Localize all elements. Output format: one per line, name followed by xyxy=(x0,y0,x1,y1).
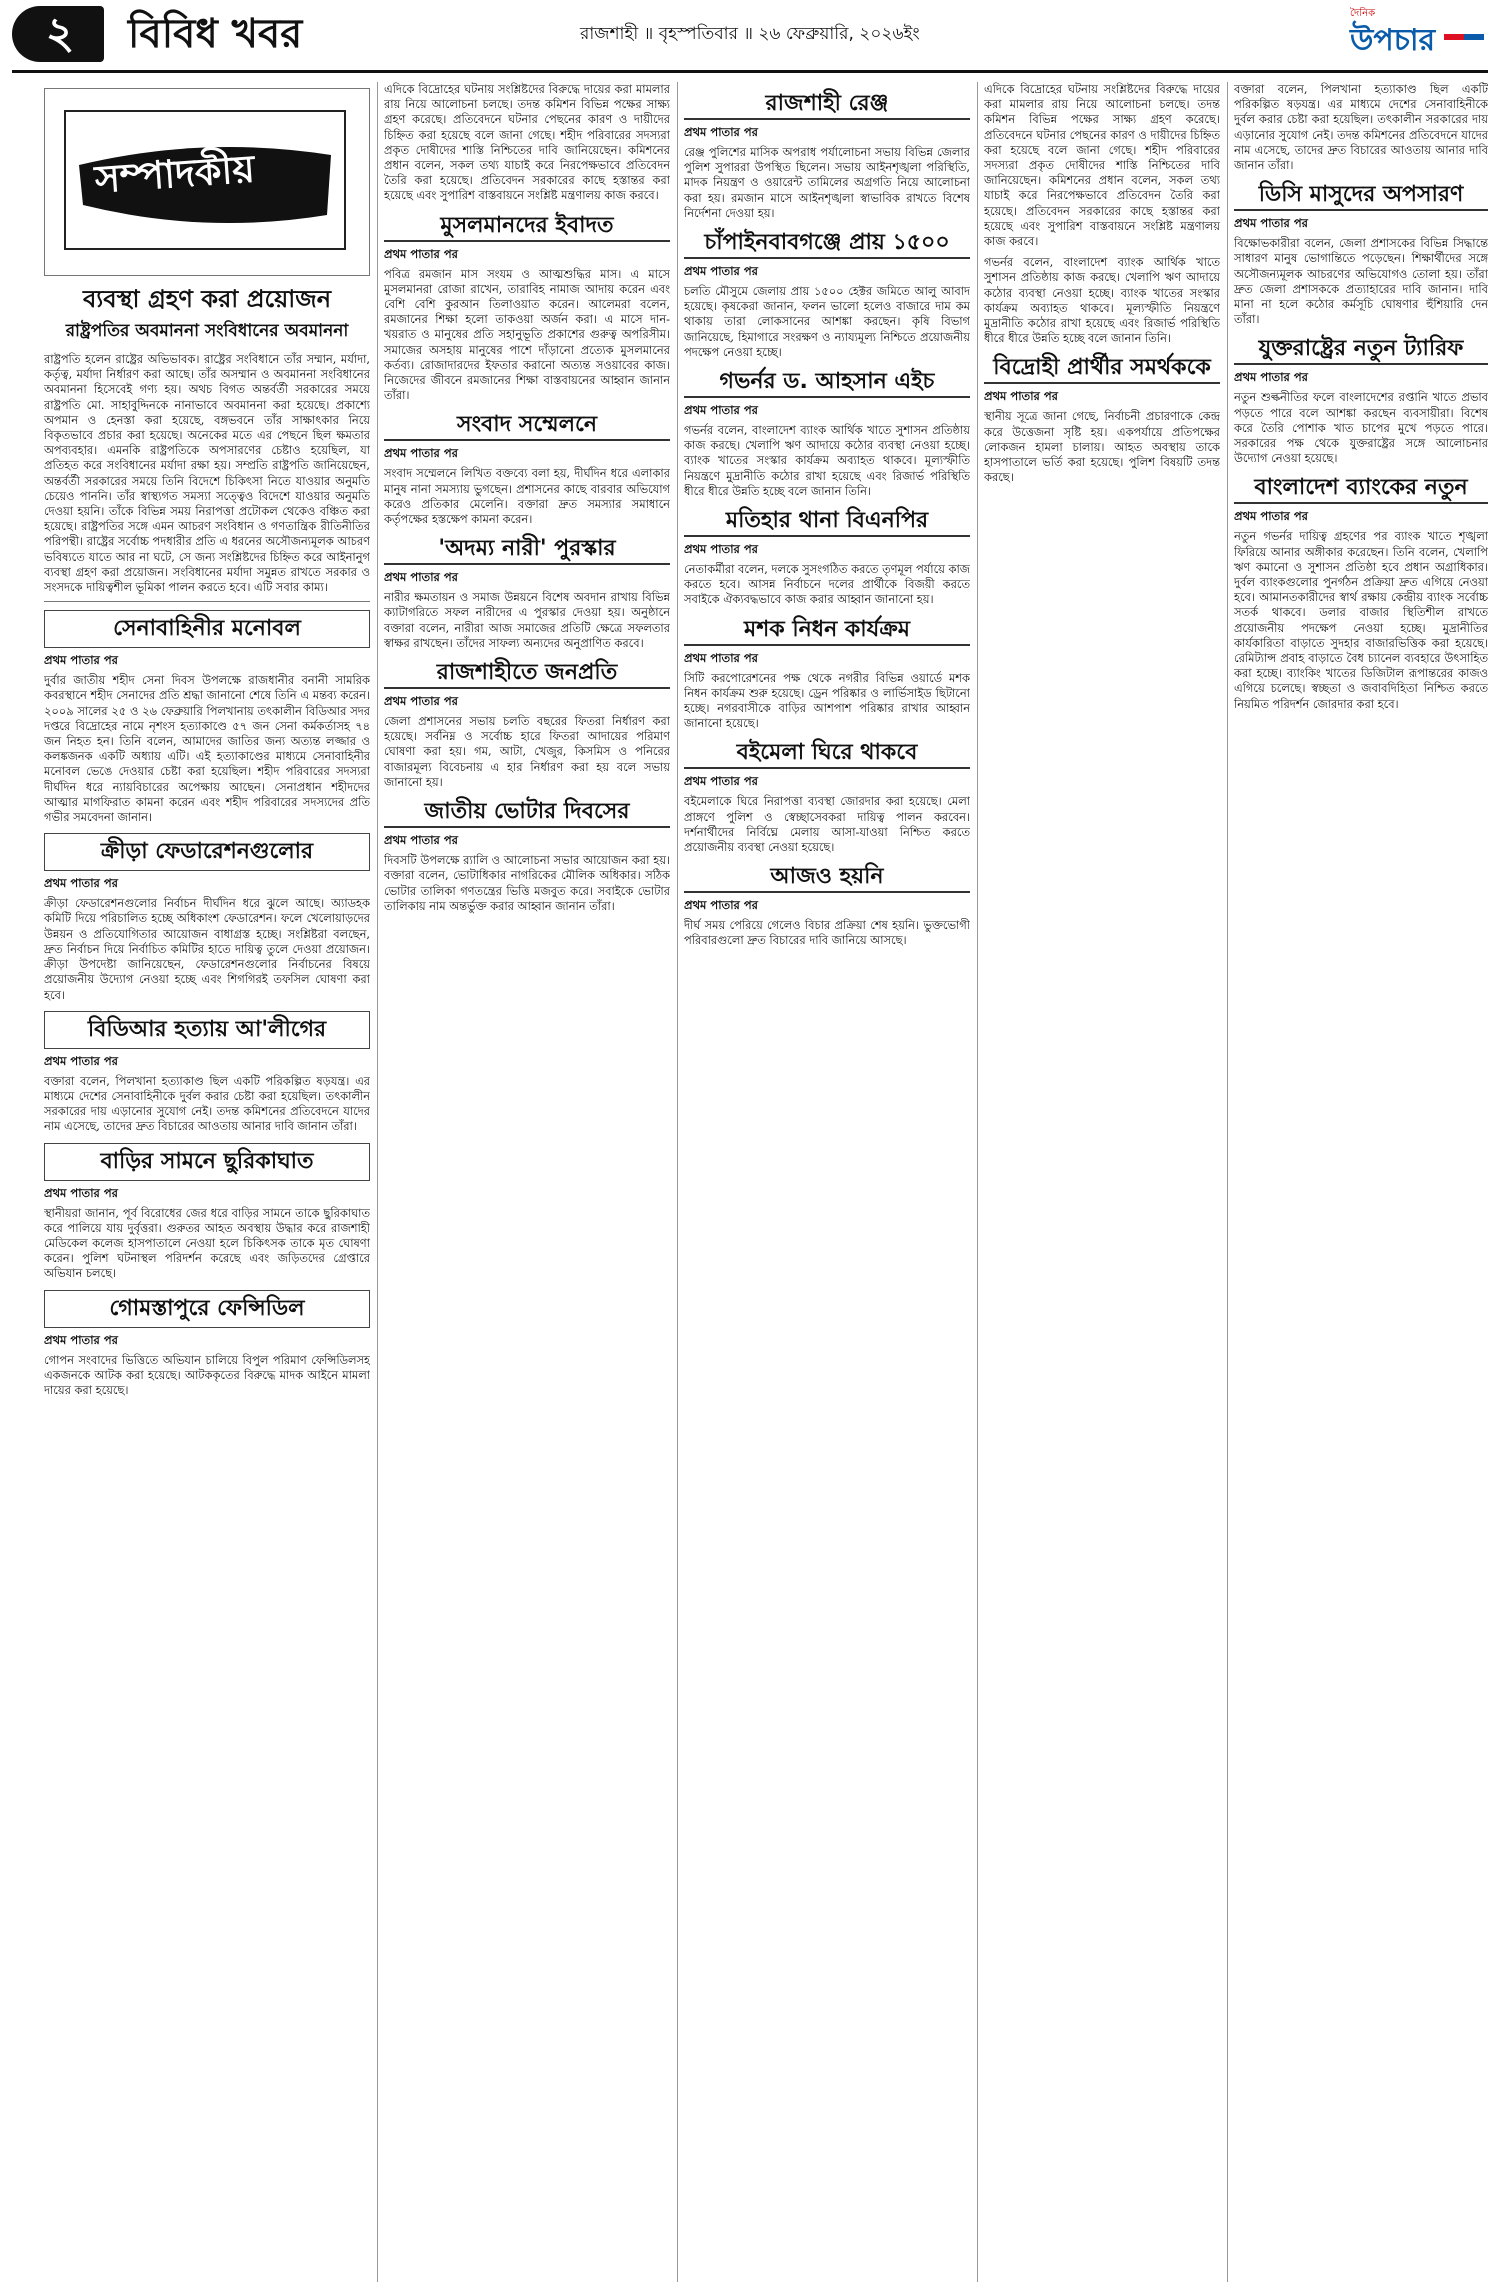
article-body: ক্রীড়া ফেডারেশনগুলোর নির্বাচন দীর্ঘদিন ধরে ঝুলে আছে। অ্যাডহক কমিটি দিয়ে পরিচালিত হচ্ছে অধিকাংশ ফেডারেশন। ফলে খেলোয়াড়দের উন্নয়ন ও প্রতিযোগিতার আয়োজন বাধাগ্রস্ত হচ্ছে। সংশ্লিষ্টরা বলছেন, দ্রুত নির্বাচন দিয়ে নির্বাচিত কমিটির হাতে দায়িত্ব তুলে দেওয়া প্রয়োজন। ক্রীড়া উপদেষ্টা জানিয়েছেন, ফেডারেশনগুলোর নির্বাচনের বিষয়ে প্রয়োজনীয় উদ্যোগ নেওয়া হচ্ছে এবং শিগগিরই তফসিল ঘোষণা করা হবে। xyxy=(44,896,370,1002)
article-body: গভর্নর বলেন, বাংলাদেশ ব্যাংক আর্থিক খাতে সুশাসন প্রতিষ্ঠায় কাজ করছে। খেলাপি ঋণ আদায়ে কঠোর ব্যবস্থা নেওয়া হচ্ছে। ব্যাংক খাতের সংস্কার কার্যক্রম অব্যাহত থাকবে। মূল্যস্ফীতি নিয়ন্ত্রণে মুদ্রানীতি কঠোর রাখা হয়েছে এবং রিজার্ভ পরিস্থিতি ধীরে ধীরে উন্নতি হচ্ছে বলে জানান তিনি। xyxy=(684,423,970,498)
article-body: রেঞ্জ পুলিশের মাসিক অপরাধ পর্যালোচনা সভায় বিভিন্ন জেলার পুলিশ সুপাররা উপস্থিত ছিলেন। সভায় আইনশৃঙ্খলা পরিস্থিতি, মাদক নিয়ন্ত্রণ ও ওয়ারেন্ট তামিলের অগ্রগতি নিয়ে আলোচনা করা হয়। রমজান মাসে আইনশৃঙ্খলা স্বাভাবিক রাখতে বিশেষ নির্দেশনা দেওয়া হয়। xyxy=(684,145,970,220)
article-body: বিক্ষোভকারীরা বলেন, জেলা প্রশাসকের বিভিন্ন সিদ্ধান্তে সাধারণ মানুষ ভোগান্তিতে পড়েছেন। শিক্ষার্থীদের সঙ্গে অসৌজন্যমূলক আচরণের অভিযোগও তোলা হয়। তাঁরা দ্রুত জেলা প্রশাসককে প্রত্যাহারের দাবি জানান। দাবি মানা না হলে কঠোর কর্মসূচি ঘোষণার হুঁশিয়ারি দেন তাঁরা। xyxy=(1234,236,1488,327)
column-rule xyxy=(977,82,978,2282)
article-byline: প্রথম পাতার পর xyxy=(384,446,458,461)
article-headline: 'অদম্য নারী' পুরস্কার xyxy=(384,535,670,565)
article-body: গোপন সংবাদের ভিত্তিতে অভিযান চালিয়ে বিপুল পরিমাণ ফেন্সিডিলসহ একজনকে আটক করা হয়েছে। আটককৃতের বিরুদ্ধে মাদক আইনে মামলা দায়ের করা হয়েছে। xyxy=(44,1352,370,1397)
column-rule xyxy=(377,82,378,2282)
article-body: স্থানীয় সূত্রে জানা গেছে, নির্বাচনী প্রচারণাকে কেন্দ্র করে উত্তেজনা সৃষ্টি হয়। একপর্যায়ে প্রতিপক্ষের লোকজন হামলা চালায়। আহত অবস্থায় তাকে হাসপাতালে ভর্তি করা হয়েছে। পুলিশ বিষয়টি তদন্ত করছে। xyxy=(984,409,1220,485)
article-byline: প্রথম পাতার পর xyxy=(44,876,118,891)
article-byline: প্রথম পাতার পর xyxy=(1234,509,1308,524)
article-body: বক্তারা বলেন, পিলখানা হত্যাকাণ্ড ছিল একটি পরিকল্পিত ষড়যন্ত্র। এর মাধ্যমে দেশের সেনাবাহিনীকে দুর্বল করার চেষ্টা করা হয়েছিল। তৎকালীন সরকারের দায় এড়ানোর সুযোগ নেই। তদন্ত কমিশনের প্রতিবেদনে যাদের নাম এসেছে, তাদের দ্রুত বিচারের আওতায় আনার দাবি জানান তাঁরা। xyxy=(44,1073,370,1134)
article-byline: প্রথম পাতার পর xyxy=(44,1053,118,1068)
article-headline: চাঁপাইনবাবগঞ্জে প্রায় ১৫০০ xyxy=(684,229,970,259)
article-body: বইমেলাকে ঘিরে নিরাপত্তা ব্যবস্থা জোরদার করা হয়েছে। মেলা প্রাঙ্গণে পুলিশ ও স্বেচ্ছাসেবকরা দায়িত্ব পালন করবেন। দর্শনার্থীদের নির্বিঘ্নে মেলায় আসা-যাওয়া নিশ্চিত করতে প্রয়োজনীয় ব্যবস্থা নেওয়া হয়েছে। xyxy=(684,794,970,855)
article-headline: যুক্তরাষ্ট্রের নতুন ট্যারিফ xyxy=(1234,335,1488,365)
column-3 xyxy=(684,82,970,2282)
column-4 xyxy=(984,82,1220,2282)
column-1 xyxy=(44,82,370,2282)
article-headline: মশক নিধন কার্যক্রম xyxy=(684,616,970,646)
logo-text: উপচার xyxy=(1350,23,1436,58)
article-headline: বাড়ির সামনে ছুরিকাঘাত xyxy=(44,1143,370,1181)
article-headline: বাংলাদেশ ব্যাংকের নতুন xyxy=(1234,474,1488,504)
article-headline: আজও হয়নি xyxy=(684,863,970,893)
header-rule xyxy=(12,70,1488,73)
article-byline: প্রথম পাতার পর xyxy=(684,403,758,418)
article-body: নেতাকর্মীরা বলেন, দলকে সুসংগঠিত করতে তৃণমূল পর্যায়ে কাজ করতে হবে। আসন্ন নির্বাচনে দলের প্রার্থীকে বিজয়ী করতে সবাইকে ঐক্যবদ্ধভাবে কাজ করার আহ্বান জানানো হয়। xyxy=(684,562,970,607)
article-byline: প্রথম পাতার পর xyxy=(1234,216,1308,231)
article-byline: প্রথম পাতার পর xyxy=(384,570,458,585)
article-headline: বিডিআর হত্যায় আ'লীগের xyxy=(44,1011,370,1049)
article-byline: প্রথম পাতার পর xyxy=(684,898,758,913)
article-byline: প্রথম পাতার পর xyxy=(384,246,458,261)
article-headline: রাজশাহী রেঞ্জ xyxy=(684,90,970,120)
article-headline: রাজশাহীতে জনপ্রতি xyxy=(384,659,670,689)
editorial-headline: ব্যবস্থা গ্রহণ করা প্রয়োজন xyxy=(82,285,332,313)
article-byline: প্রথম পাতার পর xyxy=(684,125,758,139)
article-body: এদিকে বিদ্রোহের ঘটনায় সংশ্লিষ্টদের বিরুদ্ধে দায়ের করা মামলার রায় নিয়ে আলোচনা চলছে। তদন্ত কমিশন বিভিন্ন পক্ষের সাক্ষ্য গ্রহণ করেছে। প্রতিবেদনে ঘটনার পেছনের কারণ ও দায়ীদের চিহ্নিত করা হয়েছে বলে জানা গেছে। শহীদ পরিবারের সদস্যরা প্রকৃত দোষীদের শাস্তি নিশ্চিতের দাবি জানিয়েছেন। কমিশনের প্রধান বলেন, সকল তথ্য যাচাই করে নিরপেক্ষভাবে প্রতিবেদন তৈরি করা হয়েছে। প্রতিবেদন সরকারের কাছে হস্তান্তর করা হয়েছে এবং সুপারিশ বাস্তবায়নে সংশ্লিষ্ট মন্ত্রণালয় কাজ করবে। xyxy=(984,82,1220,249)
column-2 xyxy=(384,82,670,2282)
article-body: সিটি করপোরেশনের পক্ষ থেকে নগরীর বিভিন্ন ওয়ার্ডে মশক নিধন কার্যক্রম শুরু হয়েছে। ড্রেন পরিষ্কার ও লার্ভিসাইড ছিটানো হচ্ছে। নগরবাসীকে বাড়ির আশপাশ পরিষ্কার রাখার আহ্বান জানানো হয়েছে। xyxy=(684,670,970,731)
article-headline: গোমস্তাপুরে ফেন্সিডিল xyxy=(44,1290,370,1328)
article-body: বক্তারা বলেন, পিলখানা হত্যাকাণ্ড ছিল একটি পরিকল্পিত ষড়যন্ত্র। এর মাধ্যমে দেশের সেনাবাহিনীকে দুর্বল করার চেষ্টা করা হয়েছিল। তৎকালীন সরকারের দায় এড়ানোর সুযোগ নেই। তদন্ত কমিশনের প্রতিবেদনে যাদের নাম এসেছে, তাদের দ্রুত বিচারের আওতায় আনার দাবি জানান তাঁরা। xyxy=(1234,82,1488,173)
article-headline: মতিহার থানা বিএনপির xyxy=(684,507,970,537)
article-body: নতুন শুল্কনীতির ফলে বাংলাদেশের রপ্তানি খাতে প্রভাব পড়তে পারে বলে আশঙ্কা করছেন ব্যবসায়ীরা। বিশেষ করে তৈরি পোশাক খাত চাপের মুখে পড়তে পারে। সরকারের পক্ষ থেকে যুক্তরাষ্ট্রের সঙ্গে আলোচনার উদ্যোগ নেওয়া হয়েছে। xyxy=(1234,390,1488,466)
article-headline: সংবাদ সম্মেলনে xyxy=(384,411,670,441)
article-body: নারীর ক্ষমতায়ন ও সমাজ উন্নয়নে বিশেষ অবদান রাখায় বিভিন্ন ক্যাটাগরিতে সফল নারীদের এ পুরস্কার দেওয়া হয়। অনুষ্ঠানে বক্তারা বলেন, নারীরা আজ সমাজের প্রতিটি ক্ষেত্রে সফলতার স্বাক্ষর রাখছেন। তাঁদের সাফল্য অন্যদের অনুপ্রাণিত করবে। xyxy=(384,590,670,650)
editorial-banner-box xyxy=(44,88,370,276)
logo-bar-red xyxy=(1444,34,1464,40)
article-body: গভর্নর বলেন, বাংলাদেশ ব্যাংক আর্থিক খাতে সুশাসন প্রতিষ্ঠায় কাজ করছে। খেলাপি ঋণ আদায়ে কঠোর ব্যবস্থা নেওয়া হচ্ছে। ব্যাংক খাতের সংস্কার কার্যক্রম অব্যাহত থাকবে। মূল্যস্ফীতি নিয়ন্ত্রণে মুদ্রানীতি কঠোর রাখা হয়েছে এবং রিজার্ভ পরিস্থিতি ধীরে ধীরে উন্নতি হচ্ছে বলে জানান তিনি। xyxy=(984,255,1220,346)
column-5 xyxy=(1234,82,1488,2282)
article-byline: প্রথম পাতার পর xyxy=(684,542,758,557)
article-body: দুর্বার জাতীয় শহীদ সেনা দিবস উপলক্ষে রাজধানীর বনানী সামরিক কবরস্থানে শহীদ সেনাদের প্রতি শ্রদ্ধা জানানো শেষে তিনি এ মন্তব্য করেন। ২০০৯ সালের ২৫ ও ২৬ ফেব্রুয়ারি পিলখানায় তৎকালীন বিডিআর সদর দপ্তরে বিদ্রোহের নামে নৃশংস হত্যাকাণ্ডে ৫৭ জন সেনা কর্মকর্তাসহ ৭৪ জন নিহত হন। তিনি বলেন, আমাদের জাতির জন্য অত্যন্ত লজ্জার ও কলঙ্কজনক একটি অধ্যায় এটি। এই হত্যাকাণ্ডের মাধ্যমে সেনাবাহিনীর মনোবল ভেঙে দেওয়ার চেষ্টা করা হয়েছিল। শহীদ পরিবারের সদস্যরা দীর্ঘদিন ধরে ন্যায়বিচারের অপেক্ষায় আছেন। সেনাপ্রধান শহীদদের আত্মার মাগফিরাত কামনা করেন এবং শহীদ পরিবারের সদস্যদের প্রতি গভীর সমবেদনা জানান। xyxy=(44,673,370,825)
article-headline: মুসলমানদের ইবাদত xyxy=(384,212,670,242)
article-headline: গভর্নর ড. আহসান এইচ xyxy=(684,368,970,398)
newspaper-logo xyxy=(1340,6,1490,62)
editorial-body: রাষ্ট্রপতি হলেন রাষ্ট্রের অভিভাবক। রাষ্ট্রের সংবিধানে তাঁর সম্মান, মর্যাদা, কর্তৃত্ব, মর্যাদা নির্ধারণ করা আছে। তাঁর অসম্মান ও অবমাননা সংবিধানের অবমাননা হিসেবেই গণ্য হয়। অথচ বিগত অন্তর্বর্তী সরকারের সময়ে রাষ্ট্রপতি মো. সাহাবুদ্দিনকে নানাভাবে অবমাননা করা হয়েছে। প্রকাশ্যে অপমান ও হেনস্তা করা হয়েছে, বঙ্গভবনে তাঁর সাক্ষাৎকার নিয়ে বিকৃতভাবে প্রচার করা হয়েছে। অনেকের মতে এর পেছনে ছিল ক্ষমতার অপব্যবহার। এমনকি রাষ্ট্রপতিকে অপসারণের চেষ্টাও হয়েছিল, যা প্রতিহত করে সংবিধানের মর্যাদা রক্ষা হয়। সম্প্রতি রাষ্ট্রপতি জানিয়েছেন, অন্তর্বর্তী সরকারের সময়ে তিনি বিদেশে চিকিৎসা নিতে যাওয়ার অনুমতি চেয়েও পাননি। তাঁর স্বাস্থ্যগত সমস্যা সত্ত্বেও বিদেশে যাওয়ার অনুমতি দেওয়া হয়নি। তাঁকে বিভিন্ন সময় নিরাপত্তা প্রটোকল থেকেও বঞ্চিত করা হয়েছে। রাষ্ট্রপতির সঙ্গে এমন আচরণ সংবিধান ও গণতান্ত্রিক রীতিনীতির পরিপন্থী। রাষ্ট্রের সর্বোচ্চ পদধারীর প্রতি এ ধরনের অসৌজন্যমূলক আচরণ ভবিষ্যতে যাতে আর না ঘটে, সে জন্য সংশ্লিষ্টদের চিহ্নিত করে আইনানুগ ব্যবস্থা গ্রহণ করা প্রয়োজন। সংবিধানের মর্যাদা সমুন্নত রাখতে সরকার ও সংসদকে দায়িত্বশীল ভূমিকা পালন করতে হবে। এটি সবার কাম্য। xyxy=(44,352,370,595)
article-byline: প্রথম পাতার পর xyxy=(384,694,458,709)
article-byline: প্রথম পাতার পর xyxy=(684,264,758,279)
logo-bar-blue xyxy=(1464,34,1484,40)
article-headline: বিদ্রোহী প্রার্থীর সমর্থককে xyxy=(984,354,1220,384)
article-body: এদিকে বিদ্রোহের ঘটনায় সংশ্লিষ্টদের বিরুদ্ধে দায়ের করা মামলার রায় নিয়ে আলোচনা চলছে। তদন্ত কমিশন বিভিন্ন পক্ষের সাক্ষ্য গ্রহণ করেছে। প্রতিবেদনে ঘটনার পেছনের কারণ ও দায়ীদের চিহ্নিত করা হয়েছে বলে জানা গেছে। শহীদ পরিবারের সদস্যরা প্রকৃত দোষীদের শাস্তি নিশ্চিতের দাবি জানিয়েছেন। কমিশনের প্রধান বলেন, সকল তথ্য যাচাই করে নিরপেক্ষভাবে প্রতিবেদন তৈরি করা হয়েছে। প্রতিবেদন সরকারের কাছে হস্তান্তর করা হয়েছে এবং সুপারিশ বাস্তবায়নে সংশ্লিষ্ট মন্ত্রণালয় কাজ করবে। xyxy=(384,82,670,203)
article-body: স্থানীয়রা জানান, পূর্ব বিরোধের জের ধরে বাড়ির সামনে তাকে ছুরিকাঘাত করে পালিয়ে যায় দুর্বৃত্তরা। গুরুতর আহত অবস্থায় উদ্ধার করে রাজশাহী মেডিকেল কলেজ হাসপাতালে নেওয়া হলে চিকিৎসক তাকে মৃত ঘোষণা করেন। পুলিশ ঘটনাস্থল পরিদর্শন করেছে এবং জড়িতদের গ্রেপ্তারে অভিযান চলছে। xyxy=(44,1205,370,1281)
page-number: ২ xyxy=(45,8,75,59)
article-body: দিবসটি উপলক্ষে র‍্যালি ও আলোচনা সভার আয়োজন করা হয়। বক্তারা বলেন, ভোটাধিকার নাগরিকের মৌলিক অধিকার। সঠিক ভোটার তালিকা গণতন্ত্রের ভিত্তি মজবুত করে। সবাইকে ভোটার তালিকায় নাম অন্তর্ভুক্ত করার আহ্বান জানান তাঁরা। xyxy=(384,853,670,913)
article-headline: ডিসি মাসুদের অপসারণ xyxy=(1234,181,1488,211)
article-body: দীর্ঘ সময় পেরিয়ে গেলেও বিচার প্রক্রিয়া শেষ হয়নি। ভুক্তভোগী পরিবারগুলো দ্রুত বিচারের দাবি জানিয়ে আসছে। xyxy=(684,918,970,948)
editorial-subheadline: রাষ্ট্রপতির অবমাননা সংবিধানের অবমাননা xyxy=(65,321,349,341)
column-rule xyxy=(677,82,678,2282)
article-byline: প্রথম পাতার পর xyxy=(684,774,758,789)
article-body: পবিত্র রমজান মাস সংযম ও আত্মশুদ্ধির মাস। এ মাসে মুসলমানরা রোজা রাখেন, তারাবিহ নামাজ আদায় করেন এবং বেশি বেশি কুরআন তিলাওয়াত করেন। আলেমরা বলেন, রমজানের শিক্ষা হলো তাকওয়া অর্জন করা। এ মাসে দান-খয়রাত ও মানুষের প্রতি সহানুভূতি প্রকাশের গুরুত্ব অপরিসীম। সমাজের অসহায় মানুষের পাশে দাঁড়ানো প্রত্যেক মুসলমানের কর্তব্য। রোজাদারদের ইফতার করানো অত্যন্ত সওয়াবের কাজ। নিজেদের জীবনে রমজানের শিক্ষা বাস্তবায়নের আহ্বান জানান তাঁরা। xyxy=(384,266,670,403)
article-byline: প্রথম পাতার পর xyxy=(984,389,1058,404)
article-body: জেলা প্রশাসনের সভায় চলতি বছরের ফিতরা নির্ধারণ করা হয়েছে। সর্বনিম্ন ও সর্বোচ্চ হারে ফিতরা আদায়ের পরিমাণ ঘোষণা করা হয়। গম, আটা, খেজুর, কিসমিস ও পনিরের বাজারমূল্য বিবেচনায় এ হার নির্ধারণ করা হয় বলে সভায় জানানো হয়। xyxy=(384,714,670,789)
article-body: সংবাদ সম্মেলনে লিখিত বক্তব্যে বলা হয়, দীর্ঘদিন ধরে এলাকার মানুষ নানা সমস্যায় ভুগছেন। প্রশাসনের কাছে বারবার অভিযোগ করেও প্রতিকার মেলেনি। বক্তারা দ্রুত সমস্যার সমাধানে কর্তৃপক্ষের হস্তক্ষেপ কামনা করেন। xyxy=(384,466,670,527)
separator xyxy=(44,601,370,602)
article-byline: প্রথম পাতার পর xyxy=(1234,370,1308,385)
article-byline: প্রথম পাতার পর xyxy=(44,653,118,668)
article-byline: প্রথম পাতার পর xyxy=(384,833,458,848)
article-byline: প্রথম পাতার পর xyxy=(44,1185,118,1200)
article-byline: প্রথম পাতার পর xyxy=(44,1332,118,1347)
article-byline: প্রথম পাতার পর xyxy=(684,650,758,665)
article-headline: জাতীয় ভোটার দিবসের xyxy=(384,798,670,828)
article-body: নতুন গভর্নর দায়িত্ব গ্রহণের পর ব্যাংক খাতে শৃঙ্খলা ফিরিয়ে আনার অঙ্গীকার করেছেন। তিনি বলেন, খেলাপি ঋণ কমানো ও সুশাসন প্রতিষ্ঠা হবে প্রধান অগ্রাধিকার। দুর্বল ব্যাংকগুলোর পুনর্গঠন প্রক্রিয়া দ্রুত এগিয়ে নেওয়া হবে। আমানতকারীদের স্বার্থ রক্ষায় কেন্দ্রীয় ব্যাংক সর্বোচ্চ সতর্ক থাকবে। ডলার বাজার স্থিতিশীল রাখতে প্রয়োজনীয় পদক্ষেপ নেওয়া হচ্ছে। মুদ্রানীতির কার্যকারিতা বাড়াতে সুদহার বাজারভিত্তিক করা হয়েছে। রেমিট্যান্স প্রবাহ বাড়াতে বৈধ চ্যানেল ব্যবহারে উৎসাহিত করা হচ্ছে। ব্যাংকিং খাতের ডিজিটাল রূপান্তরের কাজও এগিয়ে চলেছে। স্বচ্ছতা ও জবাবদিহিতা নিশ্চিত করতে নিয়মিত পরিদর্শন জোরদার করা হবে। xyxy=(1234,529,1488,711)
article-body: চলতি মৌসুমে জেলায় প্রায় ১৫০০ হেক্টর জমিতে আলু আবাদ হয়েছে। কৃষকেরা জানান, ফলন ভালো হলেও বাজারে দাম কম থাকায় তারা লোকসানের আশঙ্কা করছেন। কৃষি বিভাগ জানিয়েছে, হিমাগারে সংরক্ষণ ও ন্যায্যমূল্য নিশ্চিতে প্রয়োজনীয় পদক্ষেপ নেওয়া হচ্ছে। xyxy=(684,284,970,359)
dateline: রাজশাহী ॥ বৃহস্পতিবার ॥ ২৬ ফেব্রুয়ারি, ২০২৬ইং xyxy=(580,24,920,44)
page-number-badge xyxy=(12,6,104,62)
column-rule xyxy=(1227,82,1228,2282)
logo-small-text: দৈনিক xyxy=(1350,8,1376,19)
article-headline: ক্রীড়া ফেডারেশনগুলোর xyxy=(44,833,370,871)
editorial-banner-title: সম্পাদকীয় xyxy=(93,145,257,202)
article-headline: বইমেলা ঘিরে থাকবে xyxy=(684,739,970,769)
masthead xyxy=(0,0,1500,68)
article-headline: সেনাবাহিনীর মনোবল xyxy=(44,610,370,648)
section-title: বিবিধ খবর xyxy=(128,11,303,57)
